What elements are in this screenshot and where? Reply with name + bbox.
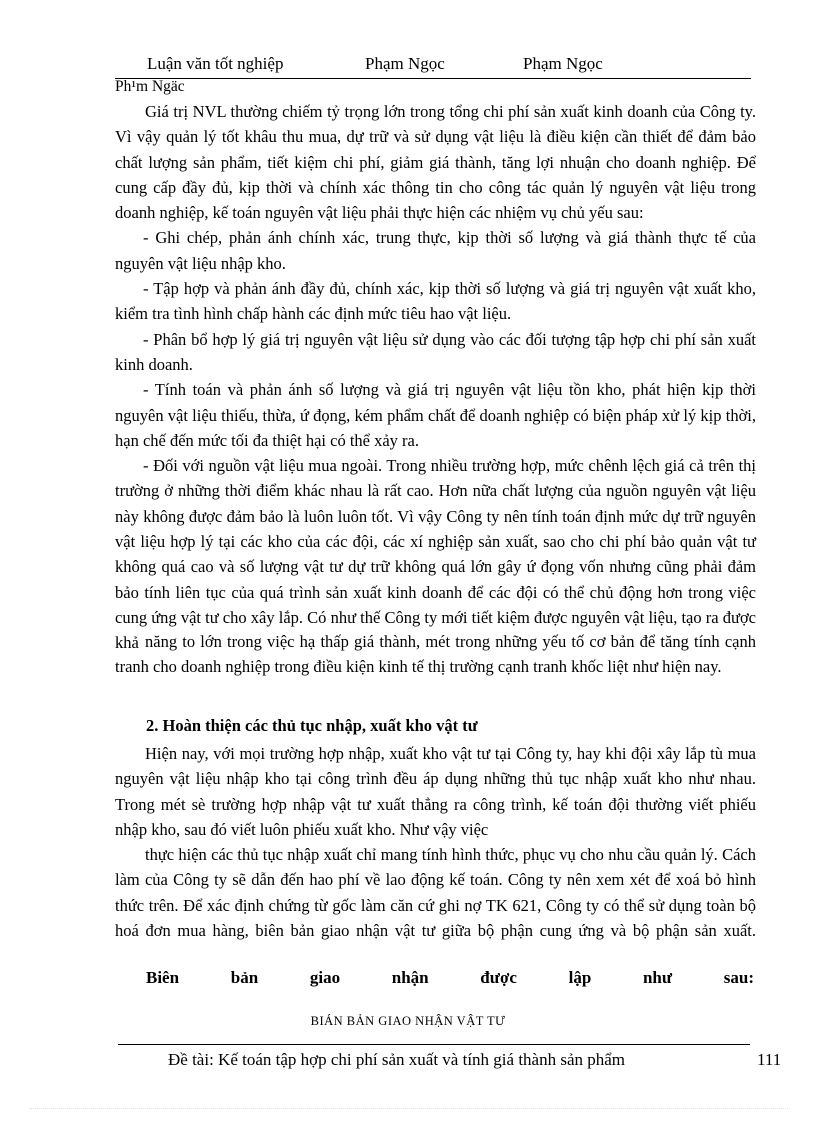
page-number: 111 [757,1050,782,1069]
header-author-name: Phạm Ngọc [365,54,445,73]
bold-intro-line: Biên bản giao nhận được lập như sau: [146,968,754,987]
paragraph: - Đối với nguồn vật liệu mua ngoài. Trong nhiều trường hợp, mức chênh lệch giá cả trên thị trường ở những thời điểm khác nhau là rất cao. Hơn nữa chất lượng của nguồn nguyên vật liệu này không được đảm bảo là luôn luôn tốt. Vì vậy Công ty nên tính toán định mức dự trữ nguyên vật liệu hợp lý tại các kho của các đội, các xí nghiệp sản xuất, sao cho chi phí bảo quản vật tư không quá cao và số lượng vật tư dự trữ không quá lớn gây ứ đọng vốn nhưng cũng phải đảm bảo tính liên tục của quá trình sản xuất kinh doanh để các đội có thể chủ động hơn trong việc cung ứng vật tư cho xây lắp. Có như thế Công ty mới tiết kiệm được nguyên vật liệu, tạo ra được khả [115,456,756,653]
header-author-overflow: Ph¹m Ngäc [115,78,185,95]
paragraph: thực hiện các thủ tục nhập xuất chỉ mang tính hình thức, phục vụ cho nhu cầu quản lý. Cách làm của Công ty sẽ dẫn đến hao phí về lao động kế toán. Công ty nên xem xét để xoá bỏ hình thức trên. Để xác định chứng từ gốc làm căn cứ ghi nợ TK 621, Công ty có thể sử dụng toàn bộ hoá đơn mua hàng, biên bản giao nhận vật tư giữa bộ phận cung ứng và bộ phận sản xuất. [115,845,756,941]
paragraph: Giá trị NVL thường chiếm tỷ trọng lớn trong tổng chi phí sản xuất kinh doanh của Công ty. Vì vậy quản lý tốt khâu thu mua, dự trữ và sử dụng vật liệu là điều kiện cần thiết để đảm bảo chất lượng sản phẩm, tiết kiệm chi phí, giảm giá thành, tăng lợi nhuận cho doanh nghiệp. Để cung cấp đầy đủ, kịp thời và chính xác thông tin cho công tác quản lý nguyên vật liệu trong doanh nghiệp, kế toán nguyên vật liệu phải thực hiện các nhiệm vụ chủ yếu sau: [115,102,756,223]
body-text-continuation [115,629,756,680]
footer-topic: Đề tài: Kế toán tập hợp chi phí sản xuất và tính giá thành sản phẩm [168,1050,626,1069]
header-author-name-repeat: Phạm Ngọc [523,54,603,73]
paragraph: - Phân bổ hợp lý giá trị nguyên vật liệu sử dụng vào các đối tượng tập hợp chi phí sản xuất kinh doanh. [115,329,756,374]
header-thesis-label: Luận văn tốt nghiệp [147,54,284,73]
section-body [115,741,756,943]
page-header [115,52,751,79]
body-text-top [115,99,756,656]
section-heading: 2. Hoàn thiện các thủ tục nhập, xuất kho vật tư [146,716,478,735]
paragraph: năng to lớn trong việc hạ thấp giá thành, mét trong những yếu tố cơ bản để tăng tính cạnh tranh cho doanh nghiệp trong điều kiện kinh tế thị trường cạnh tranh khốc liệt như hiện nay. [115,632,756,677]
footer-divider [118,1044,750,1045]
paragraph: Hiện nay, với mọi trường hợp nhập, xuất kho vật tư tại Công ty, hay khi đội xây lắp tù mua nguyên vật liệu nhập kho tại công trình đều áp dụng những thủ tục nhập xuất kho như nhau. Trong mét sè trường hợp nhập vật tư xuất thẳng ra công trình, kế toán đội thường viết phiếu nhập kho, sau đó viết luôn phiếu xuất kho. Như vậy việc [115,744,756,839]
paragraph: - Ghi chép, phản ánh chính xác, trung thực, kịp thời số lượng và giá thành thực tế của nguyên vật liệu nhập kho. [115,228,756,273]
paragraph: - Tập hợp và phản ánh đầy đủ, chính xác, kịp thời số lượng và giá trị nguyên vật xuất kho, kiểm tra tình hình chấp hành các định mức tiêu hao vật liệu. [115,279,756,324]
page-bottom-dotted-border [30,1108,790,1109]
paragraph: - Tính toán và phản ánh số lượng và giá trị nguyên vật liệu tồn kho, phát hiện kịp thời nguyên vật liệu thiếu, thừa, ứ đọng, kém phẩm chất để doanh nghiệp có biện pháp xử lý kịp thời, hạn chế đến mức tối đa thiệt hại có thể xảy ra. [115,380,756,450]
form-caption: BIÁN BẢN GIAO NHẬN VẬT TƯ [310,1014,506,1028]
